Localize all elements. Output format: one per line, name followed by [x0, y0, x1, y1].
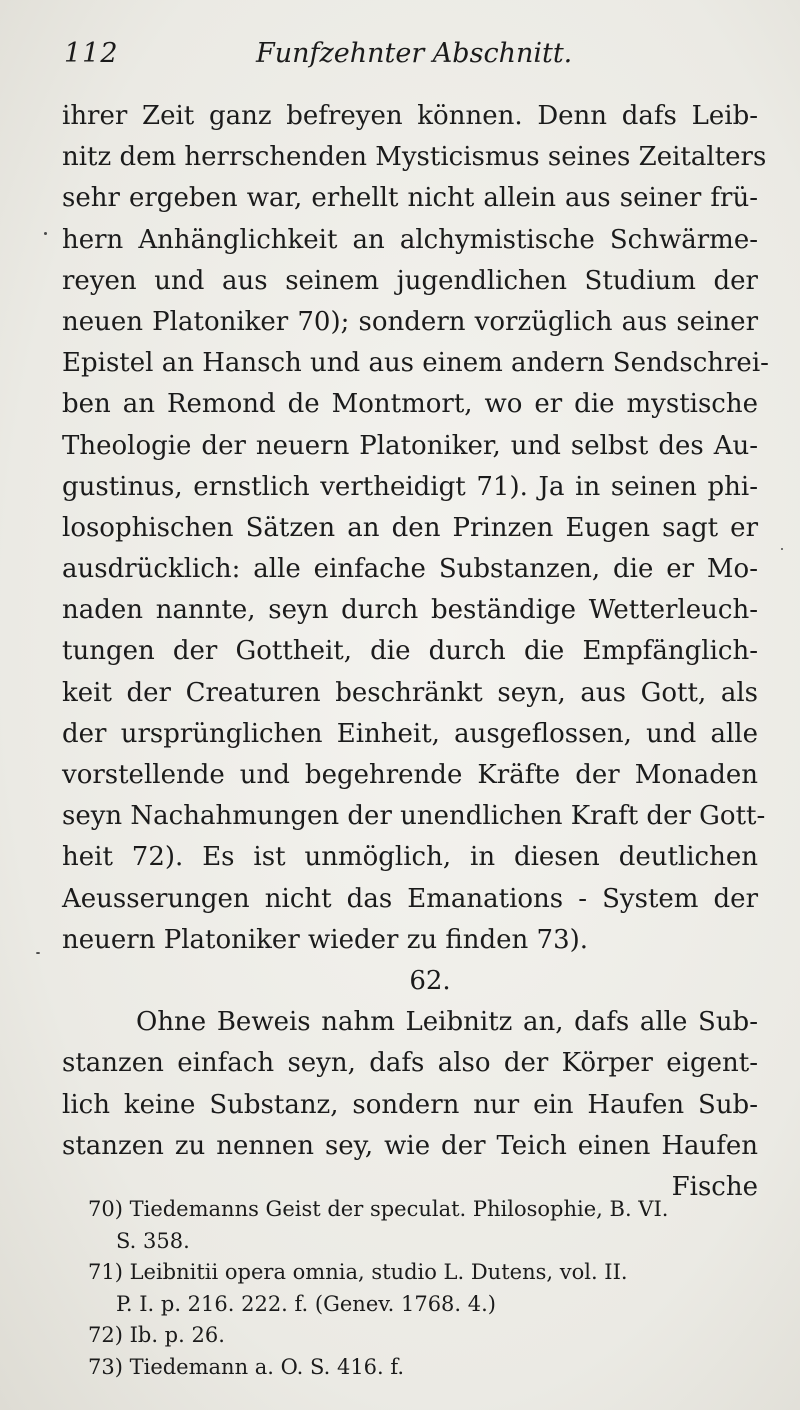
main-text: [62, 96, 769, 1208]
footnote-72: 72) Ib. p. 26.: [88, 1323, 225, 1348]
text-line: Epistel an Hansch und aus einem andern Sendschrei-: [62, 348, 769, 379]
section-number: 62.: [409, 965, 451, 996]
text-line: neuen Platoniker 70); sondern vorzüglich aus seiner: [62, 306, 758, 337]
text-line: heit 72). Es ist unmöglich, in diesen deutlichen: [62, 842, 758, 873]
text-line: ihrer Zeit ganz befreyen können. Denn dafs Leib-: [62, 101, 758, 131]
text-line: stanzen einfach seyn, dafs also der Körper eigent-: [62, 1048, 758, 1079]
text-line: ben an Remond de Montmort, wo er die mystische: [62, 389, 758, 420]
ink-speck: [36, 952, 40, 954]
text-line: hern Anhänglichkeit an alchymistische Schwärme-: [62, 224, 758, 255]
footnote-73: 73) Tiedemann a. O. S. 416. f.: [88, 1354, 405, 1379]
running-title: Funfzehnter Abschnitt.: [256, 38, 573, 69]
catchword: Fische: [671, 1171, 758, 1202]
footnote-71: 71) Leibnitii opera omnia, studio L. Dutens, vol. II.: [88, 1260, 628, 1285]
text-line: vorstellende und begehrende Kräfte der Monaden: [62, 760, 758, 790]
text-line: stanzen zu nennen sey, wie der Teich einen Haufen: [62, 1130, 758, 1161]
text-line: nitz dem herrschenden Mysticismus seines Zeitalters: [62, 142, 767, 173]
text-line: lich keine Substanz, sondern nur ein Haufen Sub-: [62, 1089, 758, 1120]
footnote-71-continued: P. I. p. 216. 222. f. (Genev. 1768. 4.): [116, 1291, 496, 1316]
ink-speck: [44, 232, 47, 235]
footnotes: [88, 1194, 758, 1384]
footnote-70-continued: S. 358.: [116, 1228, 190, 1253]
text-line: losophischen Sätzen an den Prinzen Eugen sagt er: [62, 512, 758, 543]
text-line: Theologie der neuern Platoniker, und selbst des Au-: [62, 430, 758, 461]
text-line: seyn Nachahmungen der unendlichen Kraft der Gott-: [62, 801, 766, 832]
text-line: gustinus, ernstlich vertheidigt 71). Ja in seinen phi-: [62, 471, 758, 502]
page-number: 112: [64, 38, 119, 69]
text-line: sehr ergeben war, erhellt nicht allein aus seiner frü-: [62, 183, 758, 214]
text-line: Ohne Beweis nahm Leibnitz an, dafs alle Sub-: [136, 1007, 758, 1038]
text-line: tungen der Gottheit, die durch die Empfänglich-: [62, 636, 758, 667]
footnote-70: 70) Tiedemanns Geist der speculat. Philosophie, B. VI.: [88, 1197, 669, 1221]
text-line: naden nannte, seyn durch beständige Wetterleuch-: [62, 595, 758, 626]
text-line: keit der Creaturen beschränkt seyn, aus Gott, als: [62, 677, 758, 708]
text-line: der ursprünglichen Einheit, ausgeflossen, und alle: [62, 718, 758, 749]
page-header: [64, 38, 754, 78]
text-line: Aeusserungen nicht das Emanations - System der: [62, 883, 758, 914]
text-line: reyen und aus seinem jugendlichen Studium der: [62, 265, 758, 296]
text-line: ausdrücklich: alle einfache Substanzen, die er Mo-: [62, 554, 758, 585]
ink-speck: [781, 548, 783, 550]
text-line: neuern Platoniker wieder zu finden 73).: [62, 924, 589, 955]
